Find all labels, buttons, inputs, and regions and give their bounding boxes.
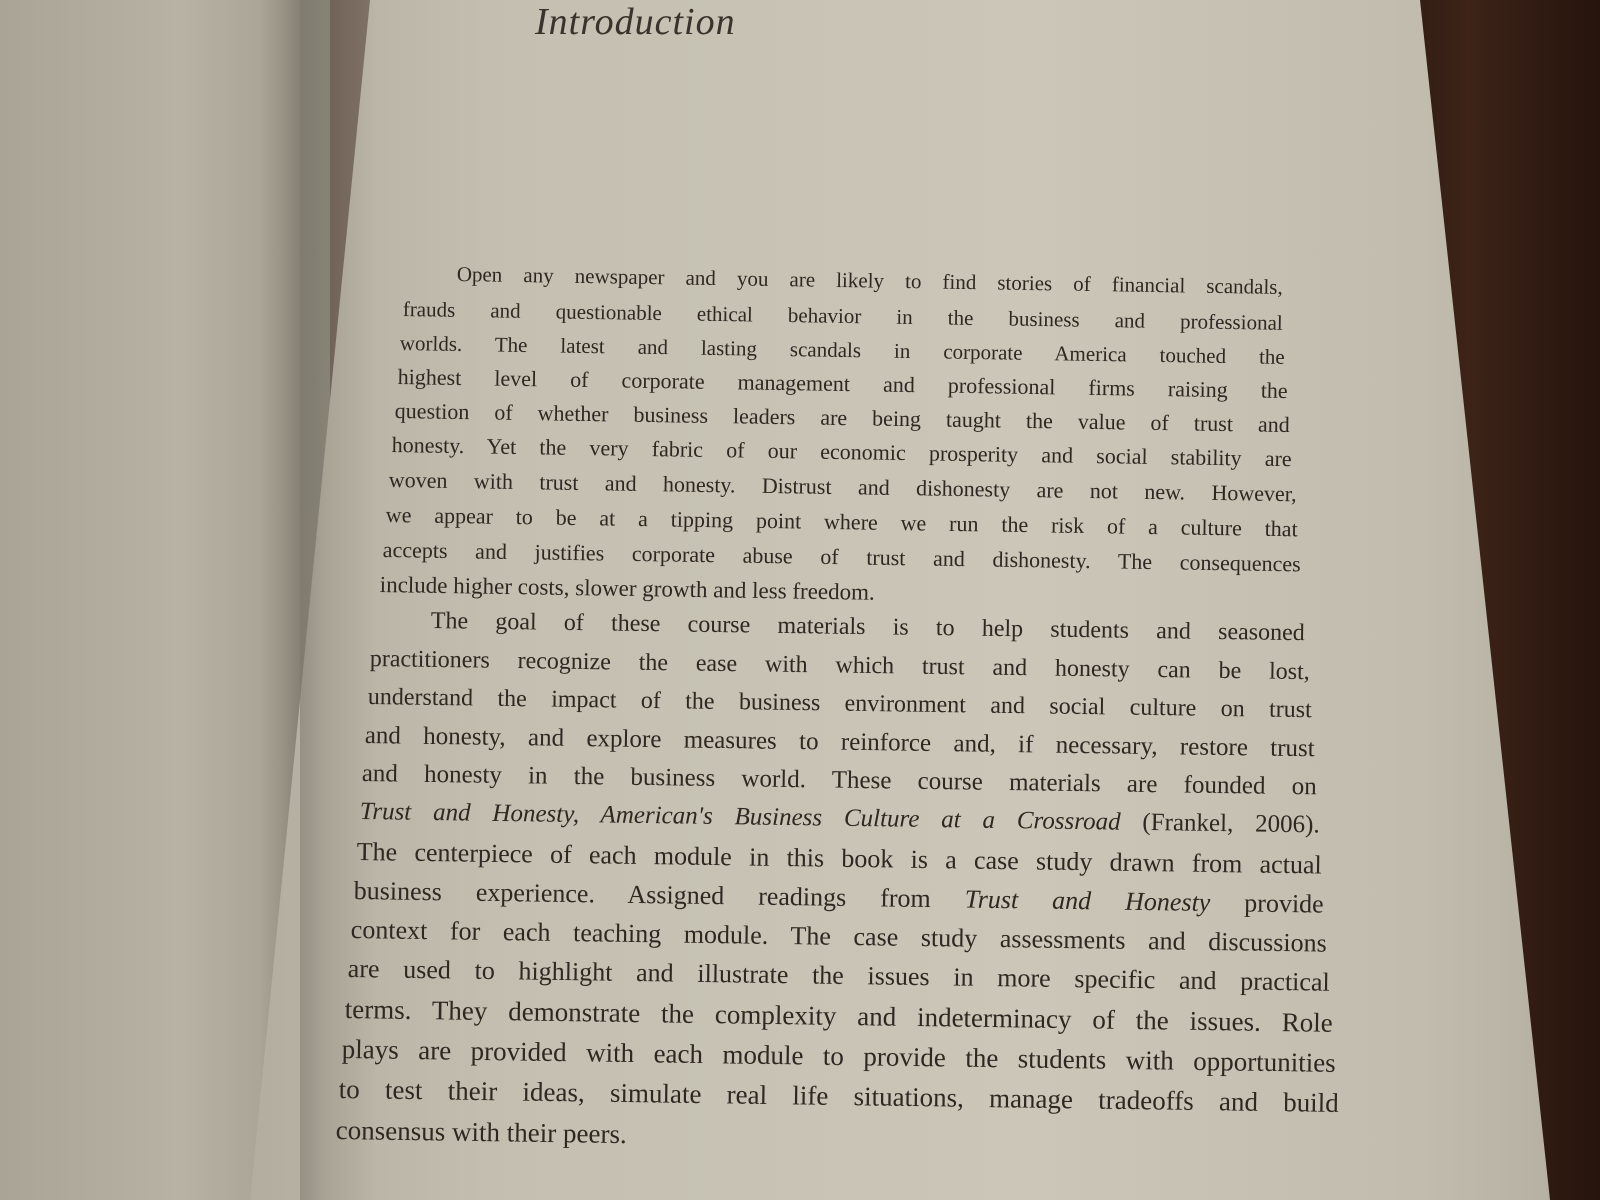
italic-title: Trust and Honesty [964, 884, 1211, 917]
text-line: practitioners recognize the ease with which trust and honesty can be lost, [369, 646, 1310, 686]
text-line: and honesty, and explore measures to reinforce and, if necessary, restore trust [364, 722, 1315, 763]
text-line: question of whether business leaders are being taught the value of trust and [394, 398, 1290, 438]
text-line: Open any newspaper and you are likely to find stories of financial scandals, [456, 262, 1283, 299]
text-line: plays are provided with each module to provide the students with opportunities [341, 1034, 1336, 1078]
text-line: Trust and Honesty, American's Business Culture at a Crossroad (Frankel, 2006). [359, 798, 1320, 839]
text-line: we appear to be at a tipping point where we run the risk of a culture that [385, 502, 1298, 542]
text-line: are used to highlight and illustrate the issues in more specific and practical [347, 954, 1330, 997]
text-line: highest level of corporate management and professional firms raising the [397, 364, 1288, 403]
text-line: worlds. The latest and lasting scandals in corporate America touched the [399, 331, 1285, 369]
text-line: and honesty in the business world. These course materials are founded on [361, 760, 1317, 801]
page-title: Introduction [535, 1, 736, 43]
italic-title: Trust and Honesty, American's Business Culture at a Crossroad [359, 798, 1121, 836]
text-line: The goal of these course materials is to help students and seasoned [430, 608, 1305, 647]
text-line: honesty. Yet the very fabric of our economic prosperity and social stability are [391, 432, 1292, 472]
text-line: terms. They demonstrate the complexity and indeterminacy of the issues. Role [344, 994, 1333, 1038]
text-line: woven with trust and honesty. Distrust and dishonesty are not new. However, [388, 467, 1297, 507]
text-line: accepts and justifies corporate abuse of trust and dishonesty. The consequences [382, 537, 1301, 577]
text-line: to test their ideas, simulate real life situations, manage tradeoffs and build [338, 1074, 1339, 1118]
text-line: business experience. Assigned readings from Trust and Honesty provide [353, 876, 1324, 919]
text-line: understand the impact of the business environment and social culture on trust [367, 684, 1312, 724]
text-line: include higher costs, slower growth and less freedom. [379, 572, 875, 605]
text-line: consensus with their peers. [335, 1115, 627, 1150]
text-line: context for each teaching module. The case study assessments and discussions [350, 915, 1327, 958]
text-line: The centerpiece of each module in this book is a case study drawn from actual [356, 837, 1322, 880]
text-line: frauds and questionable ethical behavior in the business and professional [402, 297, 1283, 335]
